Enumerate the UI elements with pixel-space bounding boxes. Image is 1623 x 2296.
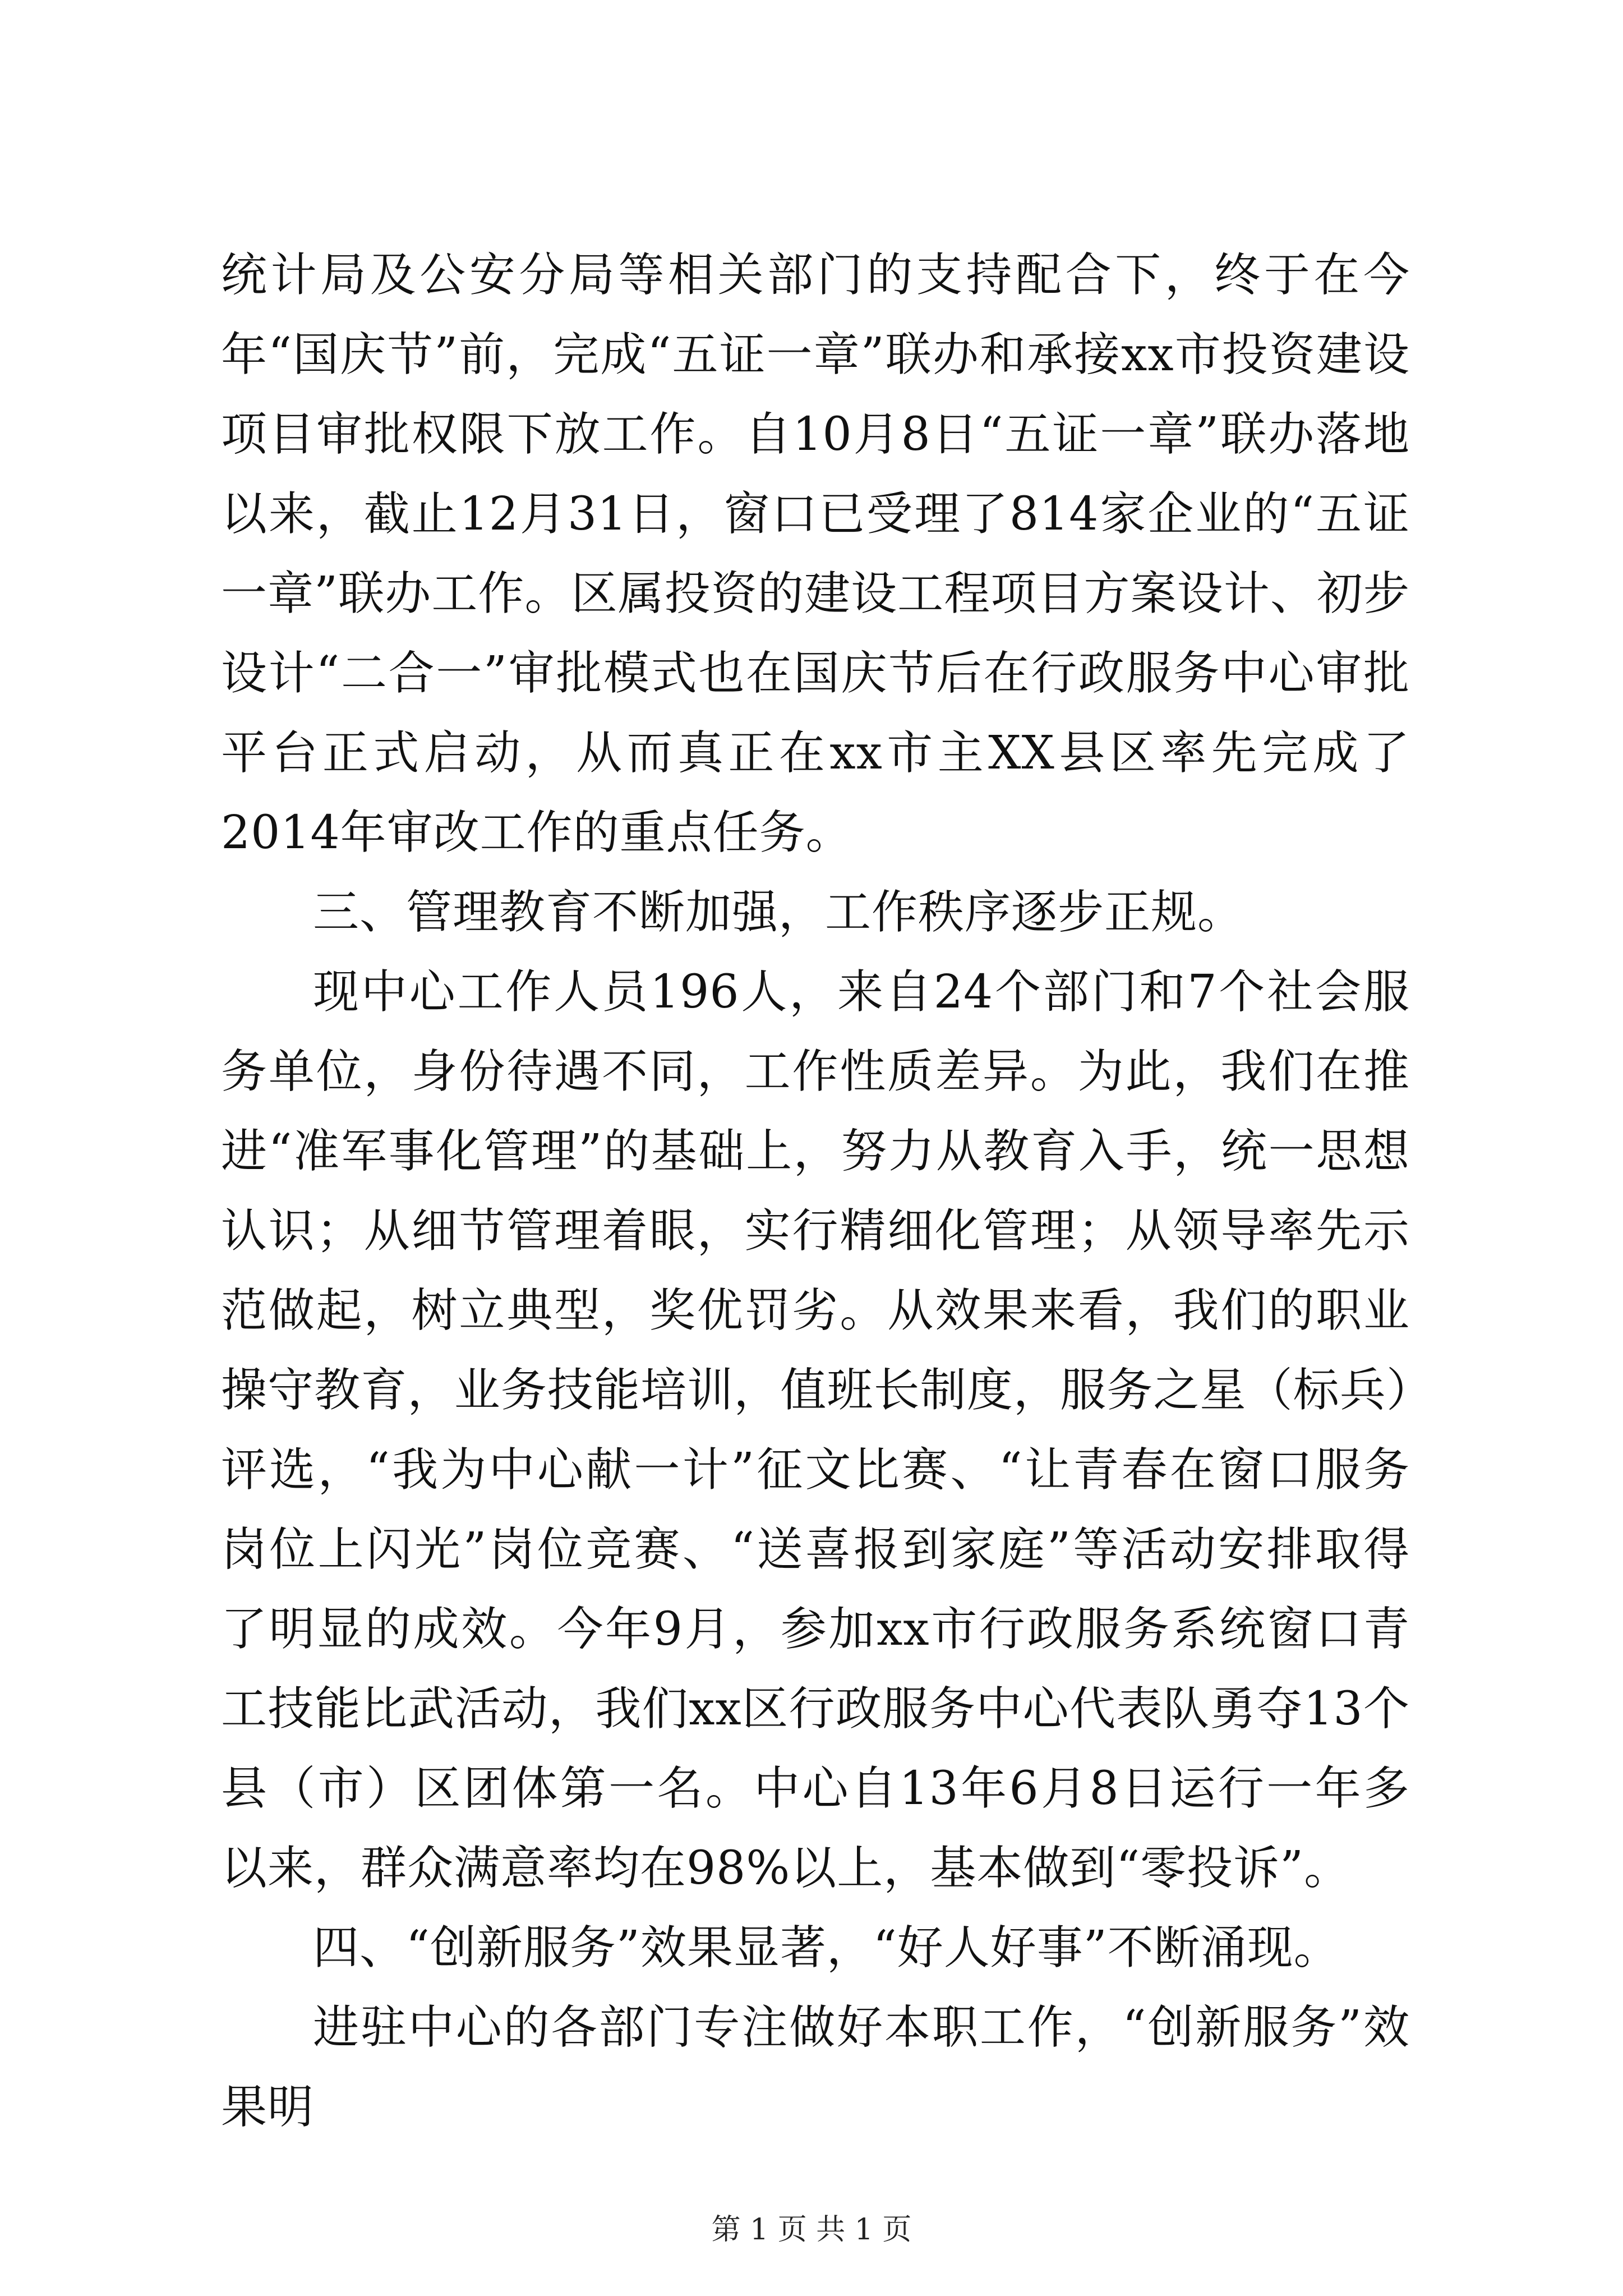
paragraph-staff-management: 现中心工作人员196人，来自24个部门和7个社会服务单位，身份待遇不同，工作性质差异。为此，我们在推进“准军事化管理”的基础上，努力从教育入手，统一思想认识；从细节管理着眼，实行精细化管理；从领导率先示范做起，树立典型，奖优罚劣。从效果来看，我们的职业操守教育，业务技能培训，值班长制度，服务之星（标兵）评选，“我为中心献一计”征文比赛、“让青春在窗口服务岗位上闪光”岗位竞赛、“送喜报到家庭”等活动安排取得了明显的成效。今年9月，参加xx市行政服务系统窗口青工技能比武活动，我们xx区行政服务中心代表队勇夺13个县（市）区团体第一名。中心自13年6月8日运行一年多以来，群众满意率均在98%以上，基本做到“零投诉”。 (221, 965, 1410, 1895)
page-footer: 第 1 页 共 1 页 (711, 2213, 912, 2247)
paragraph-innovative-service: 进驻中心的各部门专注做好本职工作，“创新服务”效果明 (221, 2001, 1410, 2134)
section-heading-3: 三、管理教育不断加强，工作秩序逐步正规。 (313, 886, 1244, 939)
section-heading-4: 四、“创新服务”效果显著，“好人好事”不断涌现。 (313, 1921, 1340, 1975)
document-body (221, 236, 1410, 2147)
paragraph-continuation: 统计局及公安分局等相关部门的支持配合下，终于在今年“国庆节”前，完成“五证一章”联办和承接xx市投资建设项目审批权限下放工作。自10月8日“五证一章”联办落地以来，截止12月31日，窗口已受理了814家企业的“五证一章”联办工作。区属投资的建设工程项目方案设计、初步设计“二合一”审批模式也在国庆节后在行政服务中心审批平台正式启动，从而真正在xx市主XX县区率先完成了2014年审改工作的重点任务。 (221, 249, 1410, 859)
